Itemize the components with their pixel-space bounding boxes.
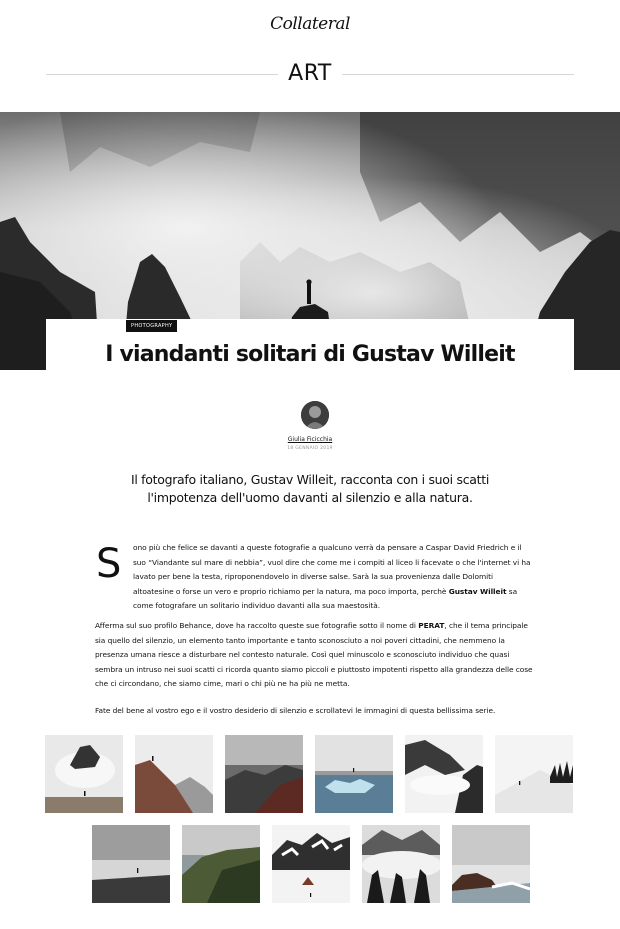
paragraph-text: Afferma sul suo profilo Behance, dove ha raccolto queste sue fotografie sotto il nome di	[95, 621, 419, 630]
photographer-name: Gustav Willeit	[448, 586, 507, 596]
section-rule-right	[342, 74, 574, 75]
gallery-thumb-stormy-shore[interactable]	[92, 825, 170, 903]
project-name: PERAT	[418, 621, 445, 630]
gallery-thumb-glacier-lagoon[interactable]	[315, 735, 393, 813]
section-title[interactable]: ART	[288, 61, 332, 86]
gallery-thumb-dolomite-spires[interactable]	[362, 825, 440, 903]
author-avatar[interactable]	[301, 401, 329, 429]
body-paragraph-1	[133, 541, 535, 614]
gallery-thumb-snowy-rocks[interactable]	[272, 825, 350, 903]
gallery-thumb-green-coast[interactable]	[182, 825, 260, 903]
gallery-thumb-foggy-peak[interactable]	[45, 735, 123, 813]
article-title: I viandanti solitari di Gustav Willeit	[105, 342, 515, 367]
body-paragraph-2	[95, 619, 535, 692]
gallery-thumb-rocky-seafront[interactable]	[452, 825, 530, 903]
gallery-thumb-volcanic-ridge[interactable]	[225, 735, 303, 813]
site-logo[interactable]: Collateral	[270, 14, 350, 34]
publish-date: 18 GENNAIO 2019	[287, 446, 333, 451]
article-lead: Il fotografo italiano, Gustav Willeit, racconta con i suoi scatti l'impotenza dell'uomo davanti al silenzio e alla natura.	[130, 472, 490, 505]
author-name[interactable]: Giulia Ficicchia	[287, 436, 333, 443]
paragraph-text: sa come fotografare un solitario individuo davanti alla sua maestosità.	[133, 586, 518, 610]
dropcap: S	[96, 541, 122, 587]
gallery-thumb-misty-cliffs[interactable]	[405, 735, 483, 813]
paragraph-text: ono più che felice se davanti a queste fotografie a qualcuno verrà da pensare a Caspar David Friedrich e il suo “Viandante sul mare di nebbia”, vuol dire che come me i compiti al liceo li facevate o che l'internet vi ha lavato per bene la testa, riproponendovelo in diverse salse. Sarà la sua provenienza dalle Dolomiti altoatesine o forse un vero e proprio richiamo per la natura, ma poco importa, perchè	[133, 543, 531, 596]
paragraph-text: , che il tema principale sia quello del silenzio, un elemento tanto importante e tanto sconosciuto a noi poveri cittadini, che nemmeno la presenza umana riesce a disturbare nel contesto naturale. Così quel minuscolo e sconosciuto individuo che quasi sembra un intruso nei suoi scatti ci ricorda quanto siamo piccoli e piuttosto impotenti rispetto alla grandezza delle cose che ci circondano, che siamo cime, mari o chi più ne ha più ne metta.	[95, 621, 533, 688]
gallery-thumb-red-hillside[interactable]	[135, 735, 213, 813]
body-paragraph-3: Fate del bene al vostro ego e il vostro desiderio di silenzio e scrollatevi le immagini di questa bellissima serie.	[95, 706, 496, 715]
gallery-thumb-snowy-slope[interactable]	[495, 735, 573, 813]
category-tag[interactable]: PHOTOGRAPHY	[126, 320, 177, 332]
